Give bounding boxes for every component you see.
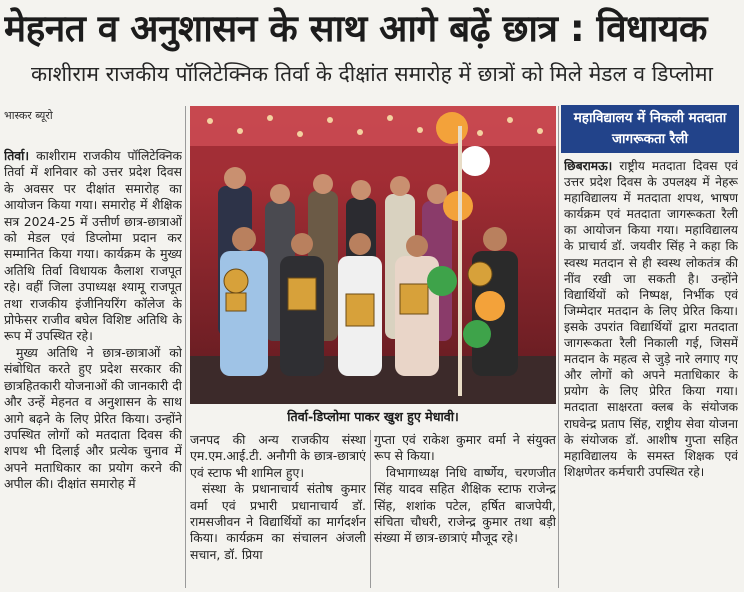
- headline: मेहनत व अनुशासन के साथ आगे बढ़ें छात्र : विधायक: [4, 7, 707, 50]
- article-paragraph: संस्था के प्रधानाचार्य संतोष कुमार वर्मा एवं प्रभारी प्रधानाचार्य डॉ. रामसजीवन ने विद्यार्थियों का मार्गदर्शन किया। कार्यक्रम का संचालन अंजली सचान, डॉ. प्रिया: [190, 481, 366, 562]
- column-divider: [185, 106, 186, 588]
- photo-illustration: [190, 106, 556, 404]
- article-paragraph: मुख्य अतिथि ने छात्र-छात्राओं को संबोधित करते हुए प्रदेश सरकार की छात्रहितकारी योजनाओं की जानकारी दी और उन्हें मेहनत व अनुशासन के साथ आगे बढ़ने के लिए प्रेरित किया। उन्होंने उपस्थित लोगों को मतदाता दिवस की शपथ भी दिलाई और प्रत्येक चुनाव में अपने मताधिकार का प्रयोग करने की अपील की। दीक्षांत समारोह में: [4, 344, 182, 492]
- subheadline: काशीराम राजकीय पॉलिटेक्निक तिर्वा के दीक्षांत समारोह में छात्रों को मिले मेडल व डिप्लोमा: [31, 62, 713, 86]
- sidebar-paragraph: राष्ट्रीय मतदाता दिवस एवं उत्तर प्रदेश दिवस के उपलक्ष्य में नेहरू महाविद्यालय में मतदाता शपथ, भाषण कार्यक्रम एवं मतदाता जागरूकता रैली का आयोजन किया गया। महाविद्यालय के प्राचार्य डॉ. जयवीर सिंह ने कहा कि स्वस्थ मतदान से ही स्वस्थ लोकतंत्र की नींव रखी जा सकती है। उन्होंने विद्यार्थियों को निष्पक्ष, निर्भीक एवं जिम्मेदार मतदान के लिए प्रेरित किया। इसके उपरांत विद्यार्थियों द्वारा मतदाता जागरूकता रैली निकाली गई, जिसमें मतदान के महत्व से जुड़े नारे लगाए गए और लोगों को अपने मताधिकार के प्रयोग के लिए प्रेरित किया गया। मतदाता साक्षरता क्लब के संयोजक राघवेन्द्र प्रताप सिंह, राष्ट्रीय सेवा योजना के संयोजक डॉ. आशीष गुप्ता सहित महाविद्यालय के समस्त शिक्षक एवं शिक्षणेतर कर्मचारी उपस्थित रहे।: [564, 159, 738, 479]
- article-paragraph: विभागाध्यक्ष निधि वार्ष्णेय, चरणजीत सिंह यादव सहित शैक्षिक स्टाफ राजेन्द्र सिंह, शशांक पटेल, हर्षित बाजपेयी, संचिता चौधरी, राजेन्द्र कुमार तथा बड़ी संख्या में छात्र-छात्राएं मौजूद रहे।: [374, 464, 556, 546]
- article-column-2: [190, 432, 366, 588]
- sidebar-article: [564, 158, 738, 588]
- ceremony-photo: [190, 106, 556, 404]
- sidebar-dateline: छिबरामऊ।: [564, 159, 613, 173]
- article-column-3: [374, 432, 556, 588]
- dateline: तिर्वा।: [4, 148, 30, 163]
- column-divider: [558, 106, 559, 588]
- byline: भास्कर ब्यूरो: [4, 109, 53, 122]
- column-divider: [370, 430, 371, 588]
- article-paragraph: गुप्ता एवं राकेश कुमार वर्मा ने संयुक्त रूप से किया।: [374, 432, 556, 464]
- sidebar-title: महाविद्यालय में निकली मतदाता जागरूकता रैली: [561, 105, 739, 153]
- article-paragraph: काशीराम राजकीय पॉलिटेक्निक तिर्वा में शनिवार को उत्तर प्रदेश दिवस के अवसर पर दीक्षांत समारोह का आयोजन किया गया। समारोह में शैक्षिक सत्र 2024-25 में उत्तीर्ण छात्र-छात्राओं को मेडल एवं डिप्लोमा प्रदान कर सम्मानित किया गया। कार्यक्रम के मुख्य अतिथि तिर्वा विधायक कैलाश राजपूत रहे। वहीं जिला उपाध्यक्ष श्यामू राजपूत तथा राजकीय इंजीनियरिंग कॉलेज के प्रोफेसर राजीव बघेल विशिष्ट अतिथि के रूप में उपस्थित रहे।: [4, 148, 182, 344]
- photo-caption: तिर्वा-डिप्लोमा पाकर खुश हुए मेधावी।: [287, 409, 459, 424]
- article-paragraph: जनपद की अन्य राजकीय संस्था एम.एम.आई.टी. अनौगी के छात्र-छात्राएं एवं स्टाफ भी शामिल हुए।: [190, 432, 366, 480]
- article-column-1: [4, 148, 182, 588]
